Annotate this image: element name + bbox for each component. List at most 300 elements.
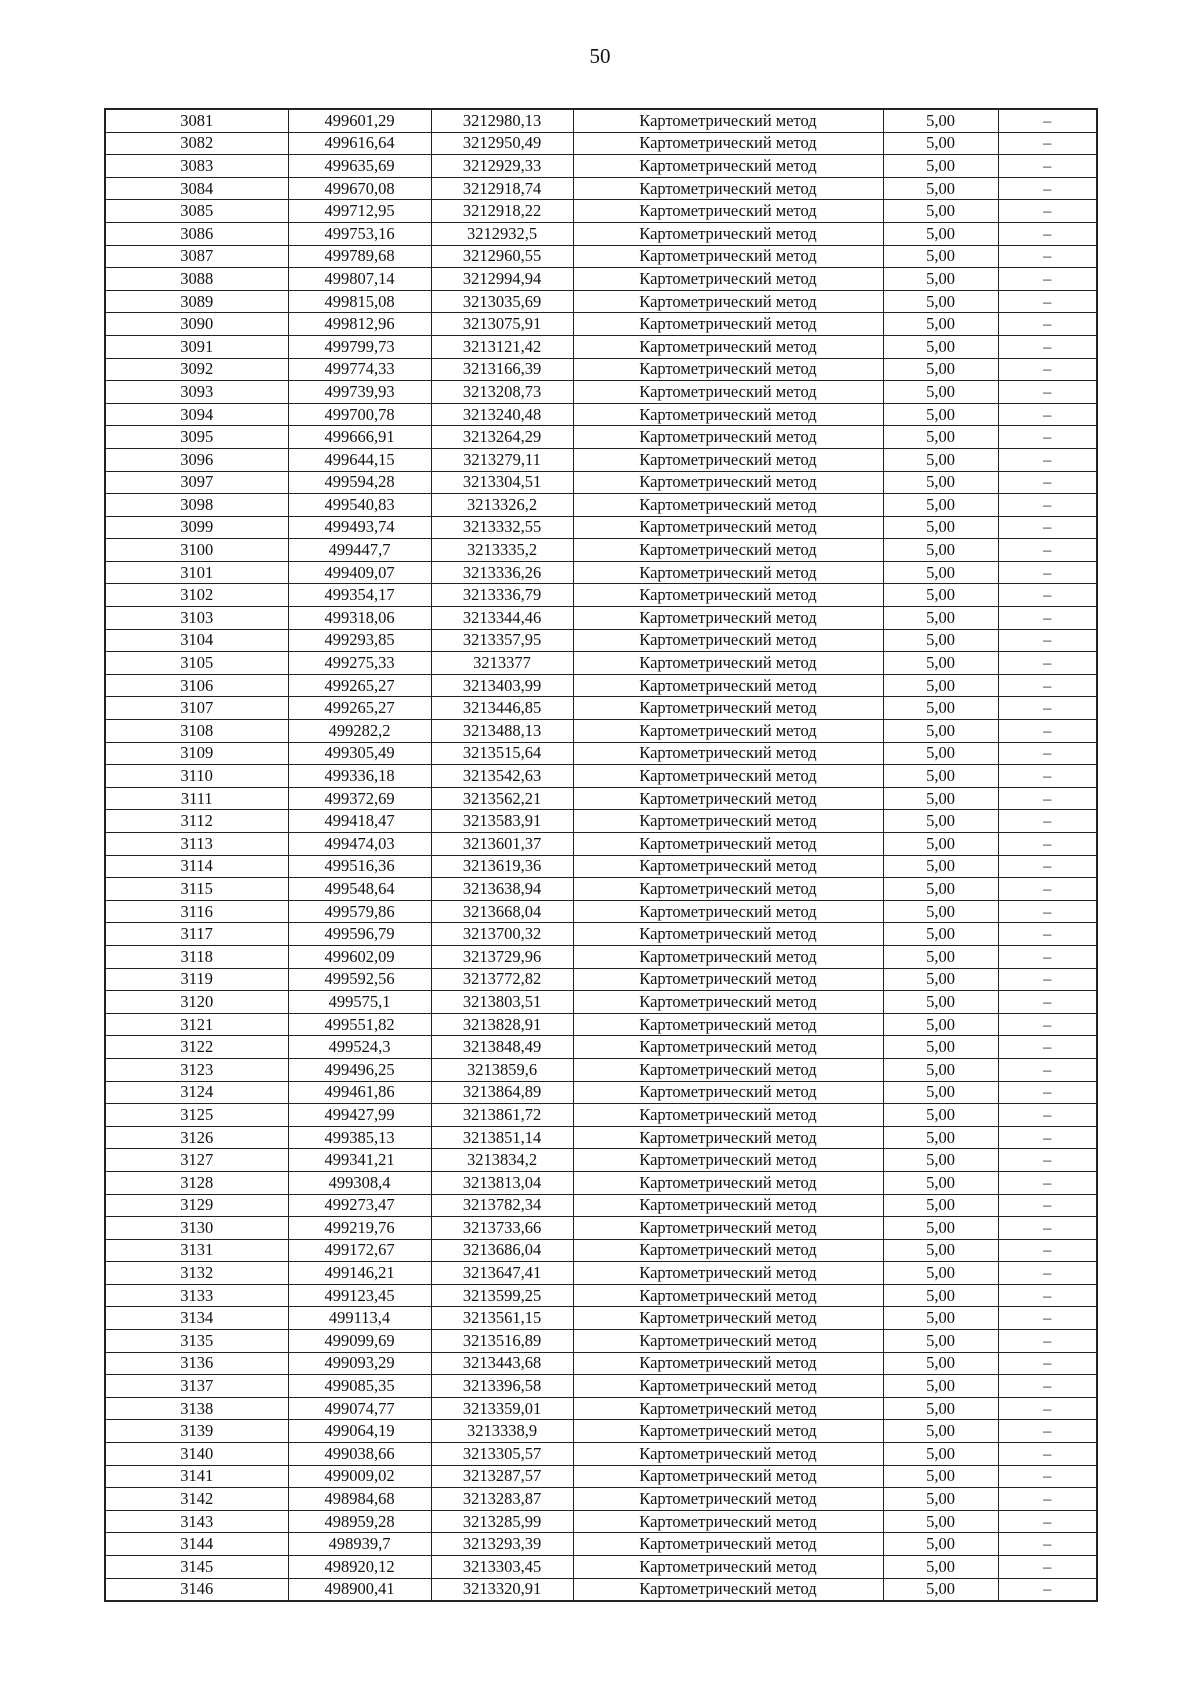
empty-mark-cell: – bbox=[998, 607, 1097, 630]
precision-cell: 5,00 bbox=[883, 109, 998, 132]
precision-cell: 5,00 bbox=[883, 1126, 998, 1149]
table-row bbox=[105, 1262, 1097, 1285]
method-cell: Картометрический метод bbox=[573, 674, 883, 697]
empty-mark-cell: – bbox=[998, 222, 1097, 245]
point-number-cell: 3117 bbox=[105, 923, 288, 946]
table-row bbox=[105, 923, 1097, 946]
y-coordinate-cell: 3213515,64 bbox=[431, 742, 573, 765]
empty-mark-cell: – bbox=[998, 1013, 1097, 1036]
method-cell: Картометрический метод bbox=[573, 426, 883, 449]
precision-cell: 5,00 bbox=[883, 652, 998, 675]
empty-mark-cell: – bbox=[998, 968, 1097, 991]
precision-cell: 5,00 bbox=[883, 381, 998, 404]
y-coordinate-cell: 3213166,39 bbox=[431, 358, 573, 381]
method-cell: Картометрический метод bbox=[573, 945, 883, 968]
point-number-cell: 3087 bbox=[105, 245, 288, 268]
empty-mark-cell: – bbox=[998, 1194, 1097, 1217]
x-coordinate-cell: 499282,2 bbox=[288, 720, 431, 743]
y-coordinate-cell: 3213542,63 bbox=[431, 765, 573, 788]
empty-mark-cell: – bbox=[998, 810, 1097, 833]
method-cell: Картометрический метод bbox=[573, 584, 883, 607]
precision-cell: 5,00 bbox=[883, 629, 998, 652]
x-coordinate-cell: 499516,36 bbox=[288, 855, 431, 878]
precision-cell: 5,00 bbox=[883, 1217, 998, 1240]
x-coordinate-cell: 499700,78 bbox=[288, 403, 431, 426]
empty-mark-cell: – bbox=[998, 155, 1097, 178]
method-cell: Картометрический метод bbox=[573, 787, 883, 810]
table-row bbox=[105, 290, 1097, 313]
x-coordinate-cell: 499385,13 bbox=[288, 1126, 431, 1149]
method-cell: Картометрический метод bbox=[573, 335, 883, 358]
precision-cell: 5,00 bbox=[883, 968, 998, 991]
table-row bbox=[105, 1036, 1097, 1059]
point-number-cell: 3110 bbox=[105, 765, 288, 788]
y-coordinate-cell: 3213396,58 bbox=[431, 1375, 573, 1398]
y-coordinate-cell: 3213305,57 bbox=[431, 1443, 573, 1466]
method-cell: Картометрический метод bbox=[573, 448, 883, 471]
precision-cell: 5,00 bbox=[883, 1465, 998, 1488]
table-row bbox=[105, 1239, 1097, 1262]
point-number-cell: 3134 bbox=[105, 1307, 288, 1330]
y-coordinate-cell: 3213488,13 bbox=[431, 720, 573, 743]
empty-mark-cell: – bbox=[998, 313, 1097, 336]
point-number-cell: 3120 bbox=[105, 991, 288, 1014]
empty-mark-cell: – bbox=[998, 697, 1097, 720]
y-coordinate-cell: 3212929,33 bbox=[431, 155, 573, 178]
method-cell: Картометрический метод bbox=[573, 968, 883, 991]
empty-mark-cell: – bbox=[998, 448, 1097, 471]
x-coordinate-cell: 499602,09 bbox=[288, 945, 431, 968]
method-cell: Картометрический метод bbox=[573, 290, 883, 313]
precision-cell: 5,00 bbox=[883, 1149, 998, 1172]
table-row bbox=[105, 1533, 1097, 1556]
y-coordinate-cell: 3212950,49 bbox=[431, 132, 573, 155]
point-number-cell: 3085 bbox=[105, 200, 288, 223]
empty-mark-cell: – bbox=[998, 1465, 1097, 1488]
method-cell: Картометрический метод bbox=[573, 494, 883, 517]
method-cell: Картометрический метод bbox=[573, 1171, 883, 1194]
empty-mark-cell: – bbox=[998, 584, 1097, 607]
table-row bbox=[105, 426, 1097, 449]
precision-cell: 5,00 bbox=[883, 900, 998, 923]
point-number-cell: 3106 bbox=[105, 674, 288, 697]
y-coordinate-cell: 3213403,99 bbox=[431, 674, 573, 697]
table-row bbox=[105, 900, 1097, 923]
y-coordinate-cell: 3213601,37 bbox=[431, 833, 573, 856]
table-row bbox=[105, 720, 1097, 743]
y-coordinate-cell: 3213619,36 bbox=[431, 855, 573, 878]
x-coordinate-cell: 499592,56 bbox=[288, 968, 431, 991]
empty-mark-cell: – bbox=[998, 1488, 1097, 1511]
method-cell: Картометрический метод bbox=[573, 358, 883, 381]
y-coordinate-cell: 3213813,04 bbox=[431, 1171, 573, 1194]
y-coordinate-cell: 3213336,79 bbox=[431, 584, 573, 607]
y-coordinate-cell: 3213336,26 bbox=[431, 561, 573, 584]
empty-mark-cell: – bbox=[998, 629, 1097, 652]
x-coordinate-cell: 499579,86 bbox=[288, 900, 431, 923]
empty-mark-cell: – bbox=[998, 245, 1097, 268]
point-number-cell: 3098 bbox=[105, 494, 288, 517]
x-coordinate-cell: 499670,08 bbox=[288, 177, 431, 200]
method-cell: Картометрический метод bbox=[573, 471, 883, 494]
y-coordinate-cell: 3213803,51 bbox=[431, 991, 573, 1014]
precision-cell: 5,00 bbox=[883, 516, 998, 539]
table-row bbox=[105, 1149, 1097, 1172]
point-number-cell: 3130 bbox=[105, 1217, 288, 1240]
method-cell: Картометрический метод bbox=[573, 652, 883, 675]
empty-mark-cell: – bbox=[998, 290, 1097, 313]
method-cell: Картометрический метод bbox=[573, 1217, 883, 1240]
x-coordinate-cell: 499318,06 bbox=[288, 607, 431, 630]
x-coordinate-cell: 499093,29 bbox=[288, 1352, 431, 1375]
y-coordinate-cell: 3213264,29 bbox=[431, 426, 573, 449]
empty-mark-cell: – bbox=[998, 494, 1097, 517]
table-row bbox=[105, 629, 1097, 652]
x-coordinate-cell: 499739,93 bbox=[288, 381, 431, 404]
precision-cell: 5,00 bbox=[883, 1488, 998, 1511]
y-coordinate-cell: 3213359,01 bbox=[431, 1397, 573, 1420]
method-cell: Картометрический метод bbox=[573, 810, 883, 833]
x-coordinate-cell: 499293,85 bbox=[288, 629, 431, 652]
point-number-cell: 3135 bbox=[105, 1330, 288, 1353]
table-row bbox=[105, 358, 1097, 381]
point-number-cell: 3145 bbox=[105, 1556, 288, 1579]
method-cell: Картометрический метод bbox=[573, 1533, 883, 1556]
method-cell: Картометрический метод bbox=[573, 1104, 883, 1127]
y-coordinate-cell: 3213562,21 bbox=[431, 787, 573, 810]
method-cell: Картометрический метод bbox=[573, 1578, 883, 1601]
y-coordinate-cell: 3213859,6 bbox=[431, 1058, 573, 1081]
precision-cell: 5,00 bbox=[883, 1533, 998, 1556]
x-coordinate-cell: 499273,47 bbox=[288, 1194, 431, 1217]
y-coordinate-cell: 3213638,94 bbox=[431, 878, 573, 901]
precision-cell: 5,00 bbox=[883, 742, 998, 765]
x-coordinate-cell: 499447,7 bbox=[288, 539, 431, 562]
table-row bbox=[105, 1443, 1097, 1466]
method-cell: Картометрический метод bbox=[573, 132, 883, 155]
table-row bbox=[105, 516, 1097, 539]
method-cell: Картометрический метод bbox=[573, 1149, 883, 1172]
point-number-cell: 3108 bbox=[105, 720, 288, 743]
table-row bbox=[105, 1330, 1097, 1353]
y-coordinate-cell: 3213357,95 bbox=[431, 629, 573, 652]
point-number-cell: 3100 bbox=[105, 539, 288, 562]
precision-cell: 5,00 bbox=[883, 268, 998, 291]
precision-cell: 5,00 bbox=[883, 1443, 998, 1466]
y-coordinate-cell: 3213377 bbox=[431, 652, 573, 675]
table-row bbox=[105, 448, 1097, 471]
x-coordinate-cell: 499635,69 bbox=[288, 155, 431, 178]
point-number-cell: 3146 bbox=[105, 1578, 288, 1601]
x-coordinate-cell: 499594,28 bbox=[288, 471, 431, 494]
x-coordinate-cell: 499548,64 bbox=[288, 878, 431, 901]
y-coordinate-cell: 3213647,41 bbox=[431, 1262, 573, 1285]
empty-mark-cell: – bbox=[998, 1352, 1097, 1375]
table-row bbox=[105, 109, 1097, 132]
precision-cell: 5,00 bbox=[883, 245, 998, 268]
precision-cell: 5,00 bbox=[883, 1307, 998, 1330]
empty-mark-cell: – bbox=[998, 426, 1097, 449]
precision-cell: 5,00 bbox=[883, 1081, 998, 1104]
empty-mark-cell: – bbox=[998, 1284, 1097, 1307]
empty-mark-cell: – bbox=[998, 1104, 1097, 1127]
method-cell: Картометрический метод bbox=[573, 765, 883, 788]
x-coordinate-cell: 499308,4 bbox=[288, 1171, 431, 1194]
precision-cell: 5,00 bbox=[883, 855, 998, 878]
precision-cell: 5,00 bbox=[883, 358, 998, 381]
empty-mark-cell: – bbox=[998, 268, 1097, 291]
y-coordinate-cell: 3213733,66 bbox=[431, 1217, 573, 1240]
x-coordinate-cell: 499666,91 bbox=[288, 426, 431, 449]
x-coordinate-cell: 499712,95 bbox=[288, 200, 431, 223]
point-number-cell: 3086 bbox=[105, 222, 288, 245]
table-row bbox=[105, 742, 1097, 765]
method-cell: Картометрический метод bbox=[573, 720, 883, 743]
table-row bbox=[105, 765, 1097, 788]
empty-mark-cell: – bbox=[998, 539, 1097, 562]
empty-mark-cell: – bbox=[998, 787, 1097, 810]
method-cell: Картометрический метод bbox=[573, 1397, 883, 1420]
table-row bbox=[105, 177, 1097, 200]
method-cell: Картометрический метод bbox=[573, 1239, 883, 1262]
precision-cell: 5,00 bbox=[883, 1262, 998, 1285]
empty-mark-cell: – bbox=[998, 742, 1097, 765]
x-coordinate-cell: 499305,49 bbox=[288, 742, 431, 765]
x-coordinate-cell: 498984,68 bbox=[288, 1488, 431, 1511]
x-coordinate-cell: 499064,19 bbox=[288, 1420, 431, 1443]
empty-mark-cell: – bbox=[998, 855, 1097, 878]
precision-cell: 5,00 bbox=[883, 1578, 998, 1601]
y-coordinate-cell: 3213599,25 bbox=[431, 1284, 573, 1307]
x-coordinate-cell: 499219,76 bbox=[288, 1217, 431, 1240]
point-number-cell: 3103 bbox=[105, 607, 288, 630]
table-row bbox=[105, 1397, 1097, 1420]
y-coordinate-cell: 3213583,91 bbox=[431, 810, 573, 833]
method-cell: Картометрический метод bbox=[573, 1443, 883, 1466]
x-coordinate-cell: 498939,7 bbox=[288, 1533, 431, 1556]
method-cell: Картометрический метод bbox=[573, 833, 883, 856]
y-coordinate-cell: 3213864,89 bbox=[431, 1081, 573, 1104]
y-coordinate-cell: 3213782,34 bbox=[431, 1194, 573, 1217]
y-coordinate-cell: 3213304,51 bbox=[431, 471, 573, 494]
table-row bbox=[105, 403, 1097, 426]
x-coordinate-cell: 499616,64 bbox=[288, 132, 431, 155]
x-coordinate-cell: 499085,35 bbox=[288, 1375, 431, 1398]
method-cell: Картометрический метод bbox=[573, 539, 883, 562]
method-cell: Картометрический метод bbox=[573, 991, 883, 1014]
method-cell: Картометрический метод bbox=[573, 200, 883, 223]
x-coordinate-cell: 499799,73 bbox=[288, 335, 431, 358]
precision-cell: 5,00 bbox=[883, 787, 998, 810]
empty-mark-cell: – bbox=[998, 878, 1097, 901]
precision-cell: 5,00 bbox=[883, 200, 998, 223]
empty-mark-cell: – bbox=[998, 991, 1097, 1014]
point-number-cell: 3133 bbox=[105, 1284, 288, 1307]
empty-mark-cell: – bbox=[998, 1510, 1097, 1533]
empty-mark-cell: – bbox=[998, 1149, 1097, 1172]
empty-mark-cell: – bbox=[998, 1239, 1097, 1262]
precision-cell: 5,00 bbox=[883, 1194, 998, 1217]
x-coordinate-cell: 499372,69 bbox=[288, 787, 431, 810]
method-cell: Картометрический метод bbox=[573, 1488, 883, 1511]
table-row bbox=[105, 222, 1097, 245]
precision-cell: 5,00 bbox=[883, 471, 998, 494]
empty-mark-cell: – bbox=[998, 765, 1097, 788]
empty-mark-cell: – bbox=[998, 403, 1097, 426]
empty-mark-cell: – bbox=[998, 1081, 1097, 1104]
point-number-cell: 3084 bbox=[105, 177, 288, 200]
method-cell: Картометрический метод bbox=[573, 1352, 883, 1375]
table-row bbox=[105, 1420, 1097, 1443]
y-coordinate-cell: 3212918,74 bbox=[431, 177, 573, 200]
precision-cell: 5,00 bbox=[883, 403, 998, 426]
precision-cell: 5,00 bbox=[883, 1171, 998, 1194]
x-coordinate-cell: 499123,45 bbox=[288, 1284, 431, 1307]
x-coordinate-cell: 499275,33 bbox=[288, 652, 431, 675]
empty-mark-cell: – bbox=[998, 1556, 1097, 1579]
y-coordinate-cell: 3213303,45 bbox=[431, 1556, 573, 1579]
precision-cell: 5,00 bbox=[883, 1330, 998, 1353]
table-row bbox=[105, 1217, 1097, 1240]
y-coordinate-cell: 3213344,46 bbox=[431, 607, 573, 630]
point-number-cell: 3094 bbox=[105, 403, 288, 426]
x-coordinate-cell: 499074,77 bbox=[288, 1397, 431, 1420]
point-number-cell: 3121 bbox=[105, 1013, 288, 1036]
point-number-cell: 3099 bbox=[105, 516, 288, 539]
y-coordinate-cell: 3213320,91 bbox=[431, 1578, 573, 1601]
y-coordinate-cell: 3213851,14 bbox=[431, 1126, 573, 1149]
table-row bbox=[105, 833, 1097, 856]
method-cell: Картометрический метод bbox=[573, 1330, 883, 1353]
precision-cell: 5,00 bbox=[883, 720, 998, 743]
x-coordinate-cell: 499409,07 bbox=[288, 561, 431, 584]
method-cell: Картометрический метод bbox=[573, 1262, 883, 1285]
table-row bbox=[105, 494, 1097, 517]
y-coordinate-cell: 3213332,55 bbox=[431, 516, 573, 539]
table-row bbox=[105, 1510, 1097, 1533]
precision-cell: 5,00 bbox=[883, 494, 998, 517]
precision-cell: 5,00 bbox=[883, 607, 998, 630]
y-coordinate-cell: 3213700,32 bbox=[431, 923, 573, 946]
table-row bbox=[105, 1013, 1097, 1036]
method-cell: Картометрический метод bbox=[573, 313, 883, 336]
point-number-cell: 3081 bbox=[105, 109, 288, 132]
x-coordinate-cell: 499774,33 bbox=[288, 358, 431, 381]
point-number-cell: 3125 bbox=[105, 1104, 288, 1127]
y-coordinate-cell: 3213729,96 bbox=[431, 945, 573, 968]
table-row bbox=[105, 245, 1097, 268]
empty-mark-cell: – bbox=[998, 674, 1097, 697]
empty-mark-cell: – bbox=[998, 1420, 1097, 1443]
y-coordinate-cell: 3213326,2 bbox=[431, 494, 573, 517]
point-number-cell: 3128 bbox=[105, 1171, 288, 1194]
method-cell: Картометрический метод bbox=[573, 697, 883, 720]
empty-mark-cell: – bbox=[998, 109, 1097, 132]
x-coordinate-cell: 499038,66 bbox=[288, 1443, 431, 1466]
table-row bbox=[105, 1375, 1097, 1398]
precision-cell: 5,00 bbox=[883, 313, 998, 336]
empty-mark-cell: – bbox=[998, 1036, 1097, 1059]
table-row bbox=[105, 652, 1097, 675]
table-row bbox=[105, 1556, 1097, 1579]
empty-mark-cell: – bbox=[998, 1262, 1097, 1285]
point-number-cell: 3116 bbox=[105, 900, 288, 923]
point-number-cell: 3114 bbox=[105, 855, 288, 878]
x-coordinate-cell: 499815,08 bbox=[288, 290, 431, 313]
x-coordinate-cell: 498959,28 bbox=[288, 1510, 431, 1533]
x-coordinate-cell: 499596,79 bbox=[288, 923, 431, 946]
empty-mark-cell: – bbox=[998, 720, 1097, 743]
table-row bbox=[105, 313, 1097, 336]
x-coordinate-cell: 498900,41 bbox=[288, 1578, 431, 1601]
method-cell: Картометрический метод bbox=[573, 1126, 883, 1149]
point-number-cell: 3107 bbox=[105, 697, 288, 720]
y-coordinate-cell: 3213075,91 bbox=[431, 313, 573, 336]
method-cell: Картометрический метод bbox=[573, 900, 883, 923]
empty-mark-cell: – bbox=[998, 1443, 1097, 1466]
point-number-cell: 3137 bbox=[105, 1375, 288, 1398]
table-row bbox=[105, 1081, 1097, 1104]
empty-mark-cell: – bbox=[998, 561, 1097, 584]
table-row bbox=[105, 381, 1097, 404]
point-number-cell: 3115 bbox=[105, 878, 288, 901]
point-number-cell: 3111 bbox=[105, 787, 288, 810]
point-number-cell: 3139 bbox=[105, 1420, 288, 1443]
y-coordinate-cell: 3213279,11 bbox=[431, 448, 573, 471]
x-coordinate-cell: 499113,4 bbox=[288, 1307, 431, 1330]
empty-mark-cell: – bbox=[998, 1217, 1097, 1240]
x-coordinate-cell: 499336,18 bbox=[288, 765, 431, 788]
table-row bbox=[105, 968, 1097, 991]
empty-mark-cell: – bbox=[998, 1126, 1097, 1149]
y-coordinate-cell: 3213335,2 bbox=[431, 539, 573, 562]
precision-cell: 5,00 bbox=[883, 426, 998, 449]
x-coordinate-cell: 499099,69 bbox=[288, 1330, 431, 1353]
precision-cell: 5,00 bbox=[883, 674, 998, 697]
y-coordinate-cell: 3212994,94 bbox=[431, 268, 573, 291]
table-row bbox=[105, 1284, 1097, 1307]
point-number-cell: 3092 bbox=[105, 358, 288, 381]
x-coordinate-cell: 499354,17 bbox=[288, 584, 431, 607]
x-coordinate-cell: 499812,96 bbox=[288, 313, 431, 336]
empty-mark-cell: – bbox=[998, 1330, 1097, 1353]
x-coordinate-cell: 499644,15 bbox=[288, 448, 431, 471]
point-number-cell: 3093 bbox=[105, 381, 288, 404]
precision-cell: 5,00 bbox=[883, 177, 998, 200]
point-number-cell: 3112 bbox=[105, 810, 288, 833]
precision-cell: 5,00 bbox=[883, 290, 998, 313]
table-row bbox=[105, 1352, 1097, 1375]
point-number-cell: 3088 bbox=[105, 268, 288, 291]
x-coordinate-cell: 499461,86 bbox=[288, 1081, 431, 1104]
y-coordinate-cell: 3212932,5 bbox=[431, 222, 573, 245]
empty-mark-cell: – bbox=[998, 945, 1097, 968]
point-number-cell: 3096 bbox=[105, 448, 288, 471]
method-cell: Картометрический метод bbox=[573, 561, 883, 584]
table-row bbox=[105, 1488, 1097, 1511]
precision-cell: 5,00 bbox=[883, 697, 998, 720]
y-coordinate-cell: 3213287,57 bbox=[431, 1465, 573, 1488]
table-row bbox=[105, 471, 1097, 494]
empty-mark-cell: – bbox=[998, 335, 1097, 358]
method-cell: Картометрический метод bbox=[573, 1284, 883, 1307]
x-coordinate-cell: 499789,68 bbox=[288, 245, 431, 268]
method-cell: Картометрический метод bbox=[573, 177, 883, 200]
precision-cell: 5,00 bbox=[883, 448, 998, 471]
empty-mark-cell: – bbox=[998, 381, 1097, 404]
empty-mark-cell: – bbox=[998, 177, 1097, 200]
point-number-cell: 3119 bbox=[105, 968, 288, 991]
